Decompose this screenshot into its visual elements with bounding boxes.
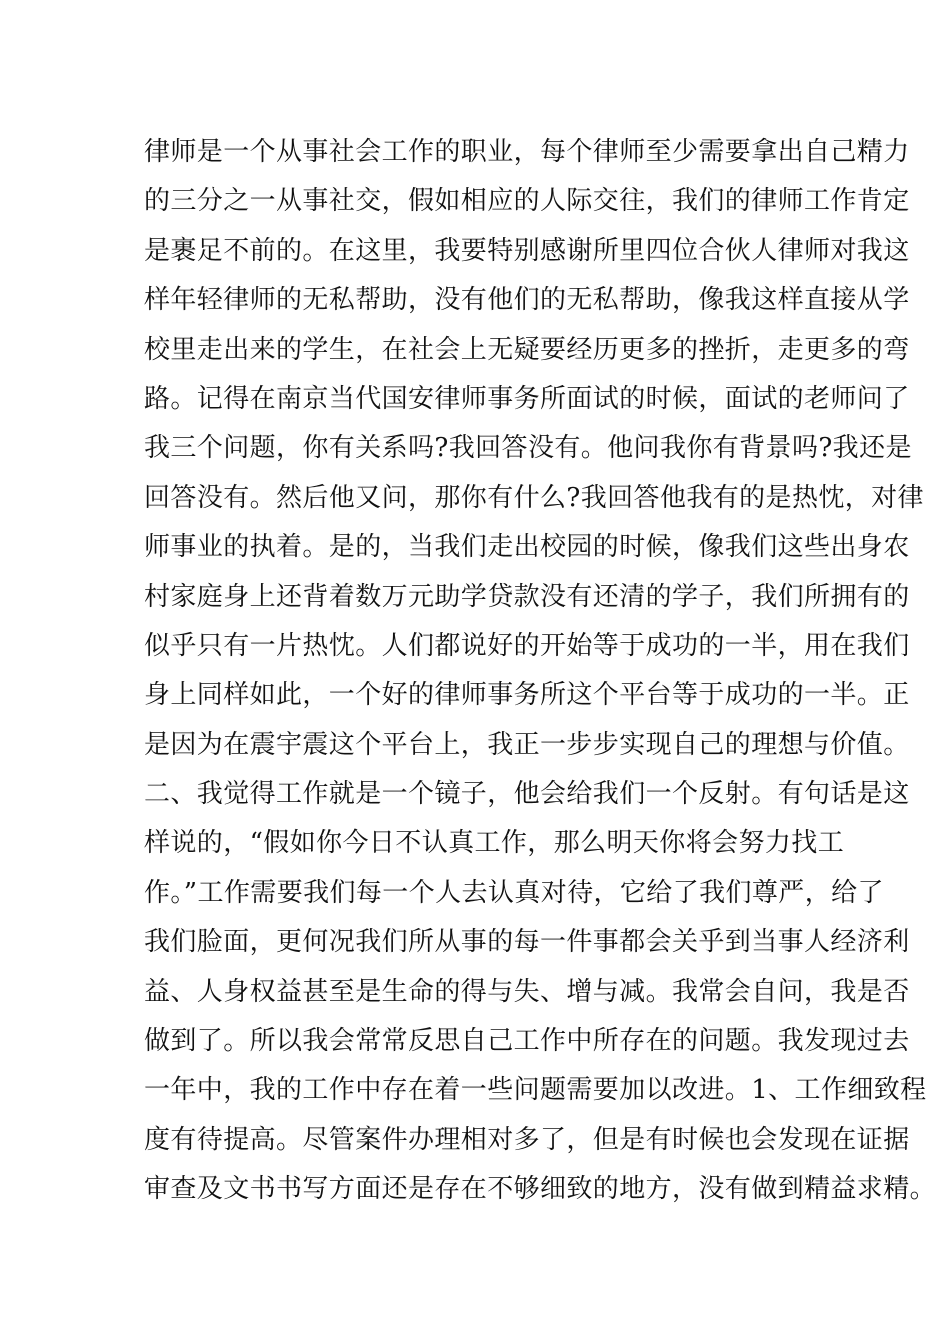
text-line: 审查及文书书写方面还是存在不够细致的地方，没有做到精益求精。 [144, 1174, 937, 1205]
text-line: 的三分之一从事社交，假如相应的人际交往，我们的律师工作肯定 [144, 186, 910, 217]
text-line: 二、我觉得工作就是一个镜子，他会给我们一个反射。有句话是这 [144, 779, 910, 810]
text-line: 身上同样如此，一个好的律师事务所这个平台等于成功的一半。正 [144, 680, 910, 711]
text-line: 律师是一个从事社会工作的职业，每个律师至少需要拿出自己精力 [144, 137, 910, 167]
text-line: 似乎只有一片热忱。人们都说好的开始等于成功的一半，用在我们 [144, 630, 910, 661]
text-line: 路。记得在南京当代国安律师事务所面试的时候，面试的老师问了 [144, 383, 910, 414]
text-line: 我们脸面，更何况我们所从事的每一件事都会关乎到当事人经济利 [144, 927, 910, 958]
text-line: 师事业的执着。是的，当我们走出校园的时候，像我们这些出身农 [144, 532, 910, 563]
text-line: 回答没有。然后他又问，那你有什么?我回答他我有的是热忱，对律 [144, 482, 924, 513]
text-line: 是裹足不前的。在这里，我要特别感谢所里四位合伙人律师对我这 [144, 235, 910, 266]
text-line: 样说的，“假如你今日不认真工作，那么明天你将会努力找工 [144, 828, 845, 859]
text-line: 度有待提高。尽管案件办理相对多了，但是有时候也会发现在证据 [144, 1124, 910, 1155]
text-line: 做到了。所以我会常常反思自己工作中所存在的问题。我发现过去 [144, 1026, 910, 1057]
text-line: 一年中，我的工作中存在着一些问题需要加以改进。1、工作细致程 [144, 1075, 927, 1106]
text-line: 我三个问题，你有关系吗?我回答没有。他问我你有背景吗?我还是 [144, 433, 912, 464]
text-line: 村家庭身上还背着数万元助学贷款没有还清的学子，我们所拥有的 [144, 581, 910, 612]
text-line: 是因为在震宇震这个平台上，我正一步步实现自己的理想与价值。 [144, 729, 910, 760]
text-line: 校里走出来的学生，在社会上无疑要经历更多的挫折，走更多的弯 [144, 334, 910, 365]
text-line: 益、人身权益甚至是生命的得与失、增与减。我常会自问，我是否 [144, 976, 910, 1007]
body-text [144, 128, 937, 1215]
text-line: 作。”工作需要我们每一个人去认真对待，它给了我们尊严，给了 [144, 877, 884, 908]
text-line: 样年轻律师的无私帮助，没有他们的无私帮助，像我这样直接从学 [144, 285, 910, 316]
